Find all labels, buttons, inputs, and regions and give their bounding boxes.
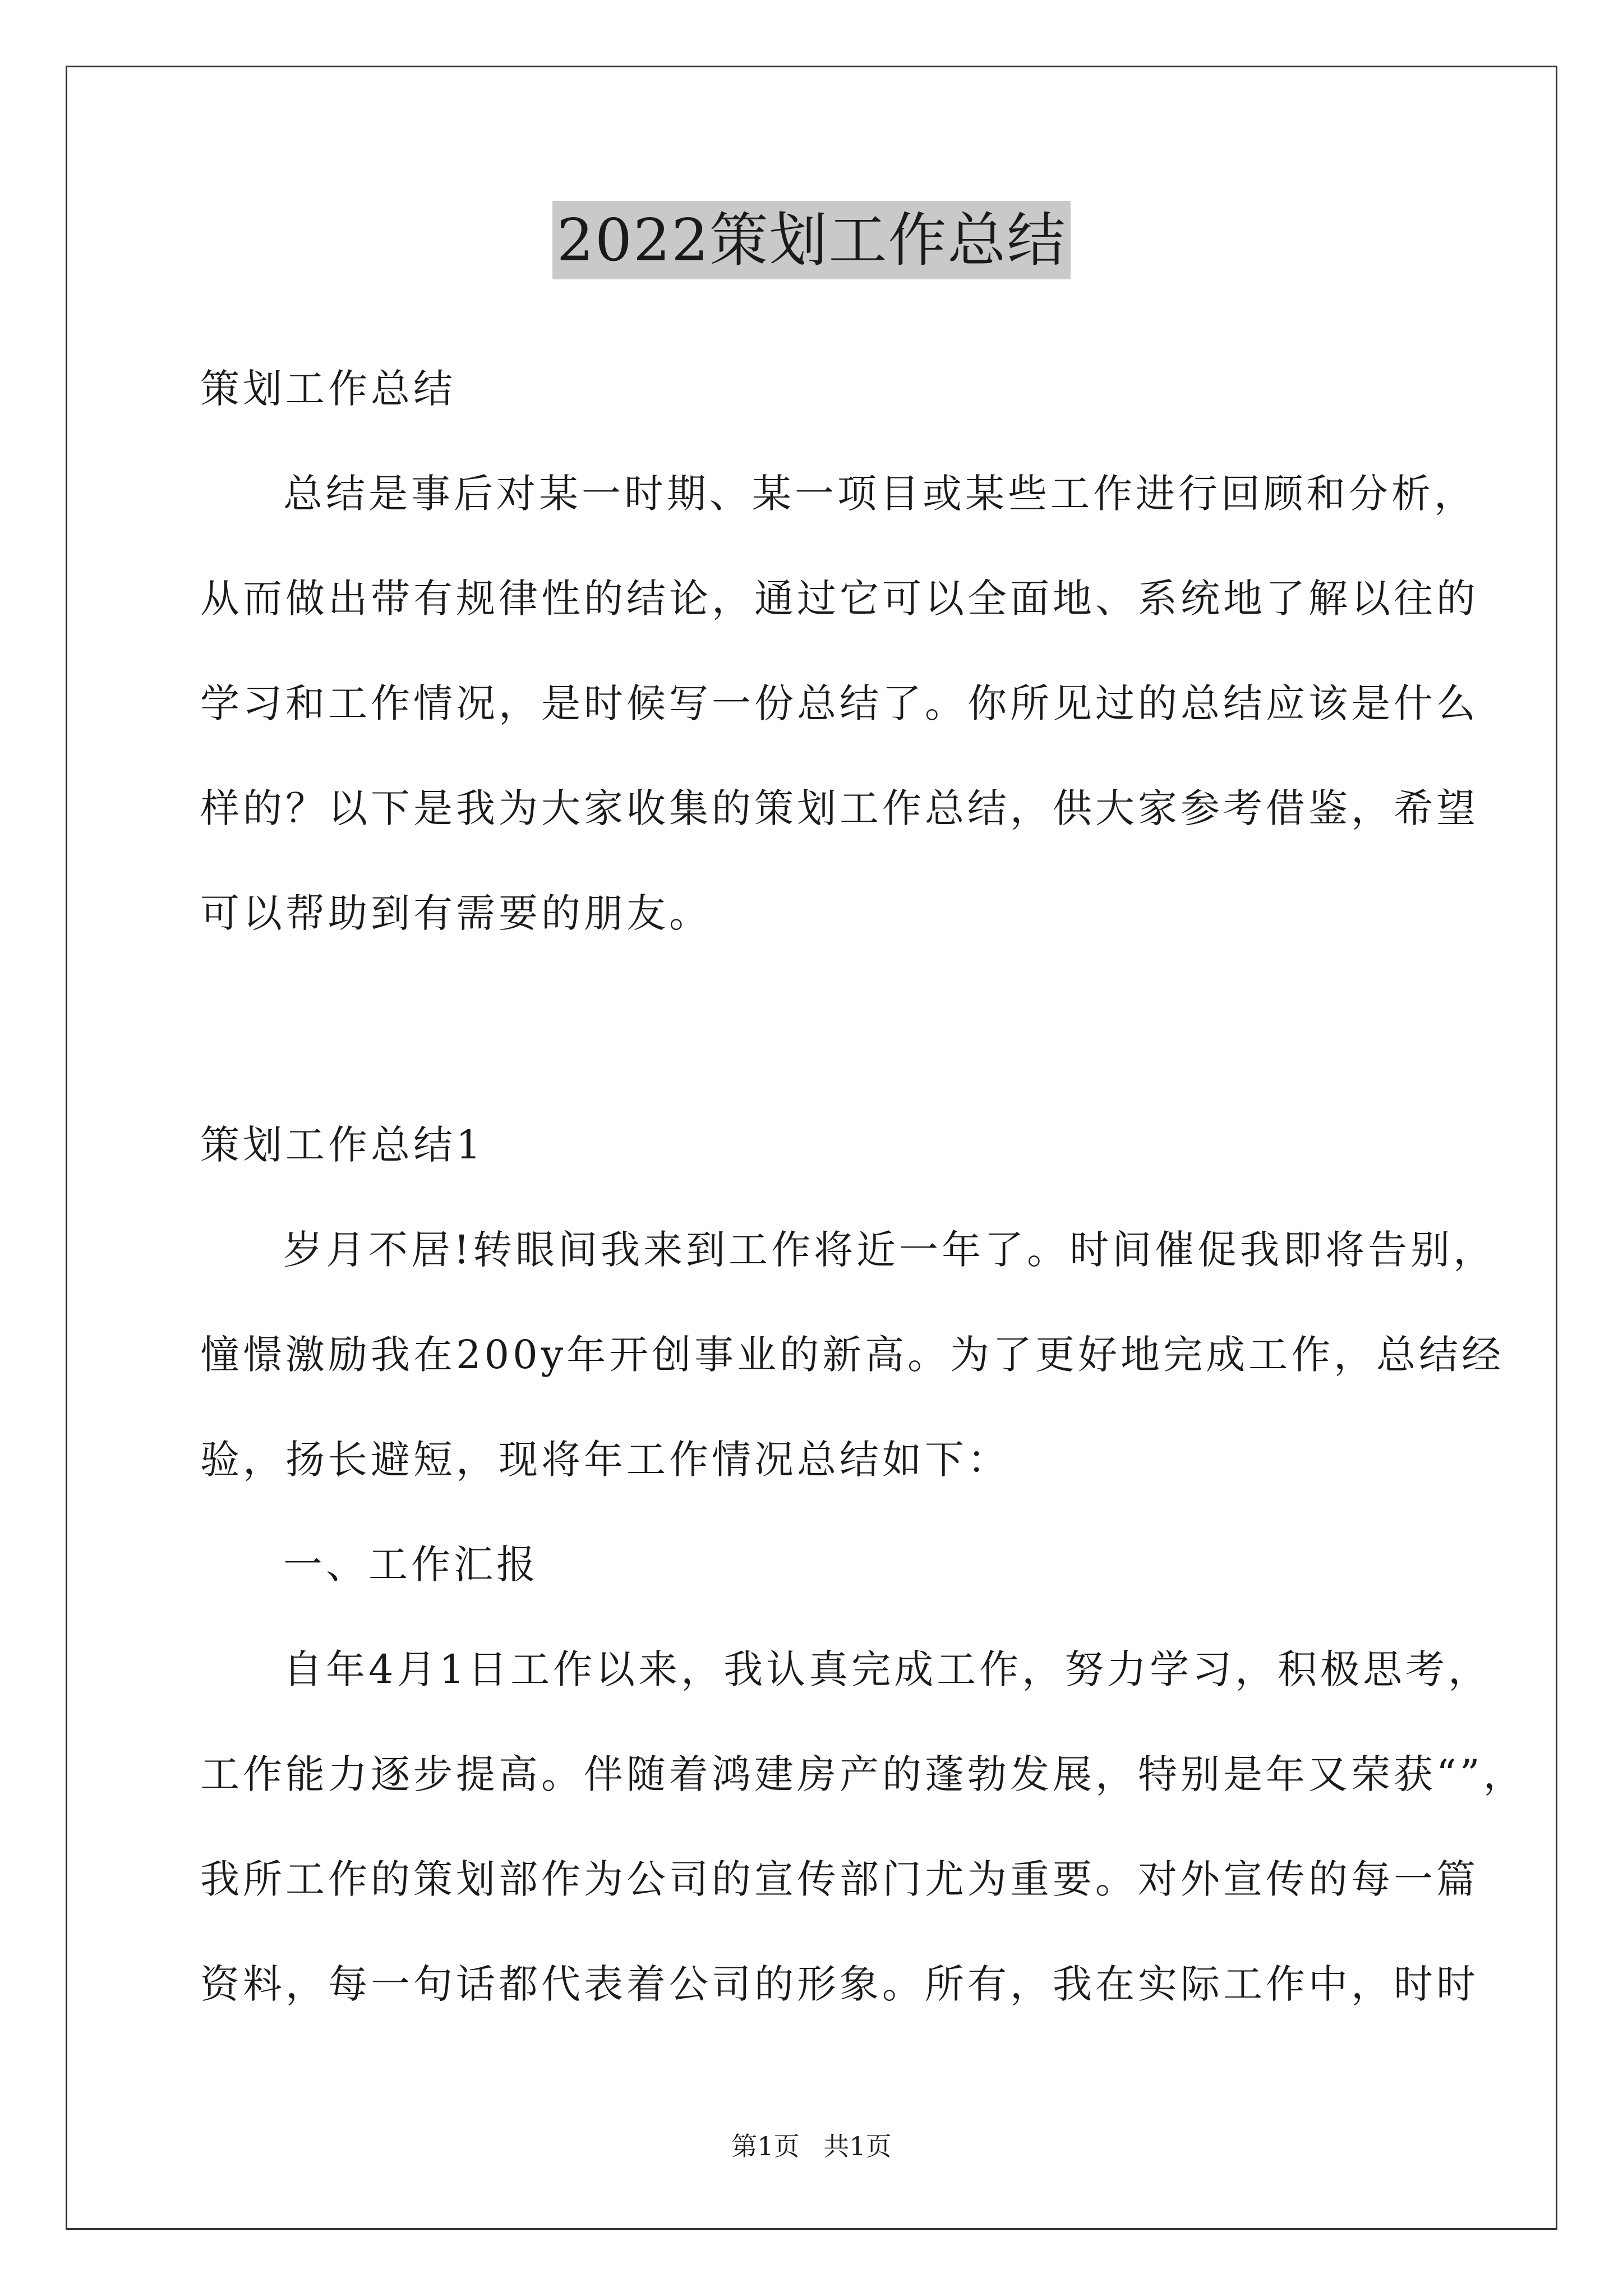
text-line: 我所工作的策划部作为公司的宣传部门尤为重要。对外宣传的每一篇: [200, 1856, 1479, 1902]
text-line: 验，扬长避短，现将年工作情况总结如下：: [200, 1437, 1010, 1483]
text-line: 憧憬激励我在200y年开创事业的新高。为了更好地完成工作，总结经: [200, 1332, 1505, 1378]
text-line: 工作能力逐步提高。伴随着鸿建房产的蓬勃发展，特别是年又荣获“”，: [200, 1751, 1526, 1797]
page-number-total: 共1页: [823, 2131, 892, 2161]
section-1-paragraph-1: [200, 1198, 1505, 1512]
text-line: 可以帮助到有需要的朋友。: [200, 890, 712, 936]
title-container: [0, 201, 1623, 279]
intro-heading: [200, 337, 1445, 441]
text-line: 策划工作总结1: [200, 1122, 485, 1168]
text-line: 一、工作汇报: [283, 1542, 539, 1588]
page-footer: [0, 2129, 1623, 2163]
text-line: 从而做出带有规律性的结论，通过它可以全面地、系统地了解以往的: [200, 576, 1479, 622]
page-number-current: 第1页: [731, 2131, 800, 2161]
intro-paragraph: [200, 441, 1479, 966]
text-line: 总结是事后对某一时期、某一项目或某些工作进行回顾和分析，: [283, 471, 1477, 517]
section-1-paragraph-2: [200, 1617, 1526, 2037]
text-line: 自年4月1日工作以来，我认真完成工作，努力学习，积极思考，: [283, 1646, 1491, 1692]
text-line: 策划工作总结: [200, 366, 456, 412]
document-title: 2022策划工作总结: [552, 201, 1071, 279]
section-1-subheading: [200, 1512, 1445, 1617]
text-line: 资料，每一句话都代表着公司的形象。所有，我在实际工作中，时时: [200, 1961, 1479, 2007]
text-line: 学习和工作情况，是时候写一份总结了。你所见过的总结应该是什么: [200, 680, 1479, 726]
text-line: 样的？以下是我为大家收集的策划工作总结，供大家参考借鉴，希望: [200, 785, 1479, 831]
text-line: 岁月不居!转眼间我来到工作将近一年了。时间催促我即将告别，: [283, 1227, 1496, 1273]
section-1-heading: [200, 1093, 1445, 1198]
